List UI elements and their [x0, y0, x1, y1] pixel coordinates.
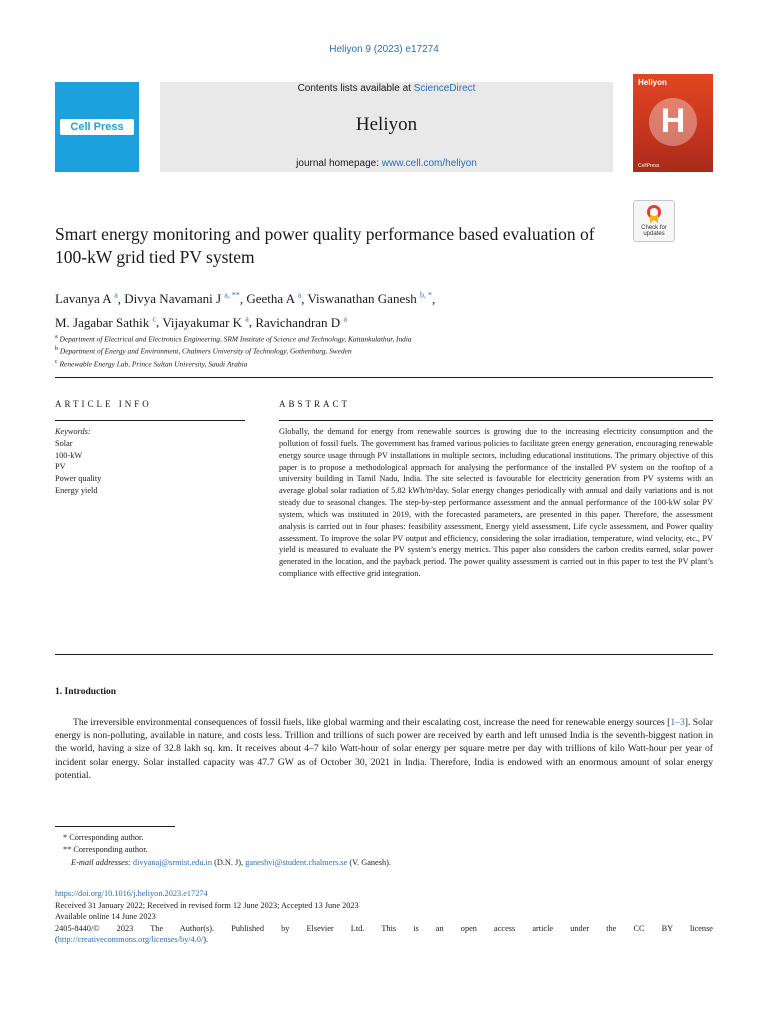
- check-updates-label: Check for updates: [641, 225, 667, 237]
- bookmark-ribbon-icon: [646, 204, 662, 224]
- contents-line: [160, 83, 613, 94]
- homepage-prefix: journal homepage:: [296, 158, 382, 169]
- paper-title: Smart energy monitoring and power quality performance based evaluation of 100-kW grid tied PV system: [55, 224, 595, 267]
- divider: [55, 420, 245, 421]
- journal-cover[interactable]: [633, 74, 713, 172]
- email-addresses: E-mail addresses: divyanaj@srmist.edu.in (D.N. J), ganeshvi@student.chalmers.se (V. Ganesh).: [71, 857, 391, 867]
- author[interactable]: Vijayakumar K $^a$: [162, 314, 249, 330]
- keyword: Power quality: [55, 474, 102, 484]
- cellpress-logo: [60, 119, 134, 135]
- introduction-paragraph: The irreversible environmental consequences of fossil fuels, like global warming and their escalating cost, increase the need for renewable energy sources [1–3]. Solar energy is non-polluting, available in nature, and costs less. Trillion and trillions of such power are received by earth and left unused India is the seventh-biggest nation in the world, having a size of 32.8 lakh sq. km. It receives about 4–7 kilo Watt-hour of solar energy per square metre per day with trillions of kilo Watt-hour per year of incident solar energy. Solar installed capacity was 47.7 GW as of October 30, 2021 in India. Therefore, India is endowed with an enormous amount of solar energy potential.: [55, 717, 714, 781]
- cellpress-logo-text: Cell Press: [70, 121, 124, 133]
- author[interactable]: Lavanya A $^a$: [55, 291, 118, 307]
- footnote: * Corresponding author.: [63, 833, 144, 842]
- sciencedirect-link[interactable]: ScienceDirect: [413, 83, 476, 94]
- affiliation: $^b$ Department of Energy and Environment, Chalmers University of Technology, Gothenburg, Sweden: [55, 346, 352, 356]
- keyword: Solar: [55, 438, 73, 448]
- check-for-updates-button[interactable]: [633, 200, 675, 242]
- abstract-text: Globally, the demand for energy from renewable sources is growing due to the increasing electricity consumption and the pollution of fossil fuels. The government has framed various policies to facilitate green energy generation, encouraging renewable energy source usage through PV installations in multiple sectors, including educational institutions. The primary objective of this paper is to propose a methodological approach for analysing the performance of the installed PV system on the rooftop of a university building in Tamil Nadu, India. The site selected is favourable for electricity generation from PV systems with an average global solar radiation of 5.82 kWh/m²day. Solar energy changes periodically with annual and daily variations and is not steady due to seasonal changes. The step-by-step performance assessment and the annual performance of the 100-kW solar PV system, which was instituted in 2019, with the forecasted parameters, are presented in this paper. Therefore, the assessment analysis is carried out in four phases: feasibility assessment, Energy yield assessment, Life cycle assessment, and Power quality assessment. To improve the solar PV output and efficiency, considering the solar irradiation, temperature, wind velocity, etc., PV yield is measured to evaluate the PV system’s energy metrics. This paper also considers the carbon credits earned, solar power generated in the location, and the payback period. The power quality assessment is carried out in this paper to test the PV plant’s compliance with effective grid integration.: [279, 427, 713, 579]
- keyword: 100-kW: [55, 450, 83, 460]
- keywords-block: [55, 426, 245, 497]
- email-link[interactable]: ganeshvi@student.chalmers.se: [245, 857, 348, 867]
- journal-name: Heliyon: [355, 114, 418, 135]
- affiliation: $^c$ Renewable Energy Lab, Prince Sultan University, Saudi Arabia: [55, 358, 248, 369]
- cover-footer: CellPress: [638, 163, 660, 169]
- author-list: Lavanya A $^a$, Divya Navamani J $^{a, **}$, Geetha A $^a$, Viswanathan Ganesh $^{b, *}$, M. Jagabar Sathik $^c$, Vijayakumar K $^a$, Ravichandran D $^a$: [55, 291, 436, 330]
- journal-header: [160, 82, 613, 172]
- article-metadata: [55, 888, 713, 946]
- keyword: Energy yield: [55, 485, 98, 495]
- footnote: ** Corresponding author.: [63, 845, 148, 855]
- abstract-heading: ABSTRACT: [279, 399, 351, 409]
- contents-prefix: Contents lists available at: [297, 83, 414, 94]
- citation-link[interactable]: 1–3: [670, 717, 685, 728]
- doi-link[interactable]: https://doi.org/10.1016/j.heliyon.2023.e17274: [55, 889, 208, 898]
- homepage-line: [160, 158, 613, 169]
- history-dates: Received 31 January 2022; Received in revised form 12 June 2023; Accepted 13 June 2023: [55, 900, 359, 910]
- cellpress-logo-box[interactable]: [55, 82, 139, 172]
- available-online: Available online 14 June 2023: [55, 912, 156, 922]
- footnote-divider: [55, 826, 175, 827]
- author[interactable]: Divya Navamani J $^{a, **}$: [124, 291, 240, 307]
- keyword: PV: [55, 462, 66, 472]
- divider: [55, 654, 713, 655]
- journal-reference[interactable]: Heliyon 9 (2023) e17274: [329, 44, 439, 55]
- keywords-label: Keywords:: [55, 427, 91, 436]
- license-link[interactable]: http://creativecommons.org/licenses/by/4.0/: [57, 935, 204, 945]
- license-line: 2405-8440/© 2023 The Author(s). Published by Elsevier Ltd. This is an open access article under the CC BY license: [55, 923, 713, 933]
- section-heading-introduction: 1. Introduction: [55, 687, 117, 697]
- affiliations: [55, 332, 715, 369]
- divider: [279, 420, 713, 421]
- article-info-heading: ARTICLE INFO: [55, 399, 152, 409]
- author[interactable]: Viswanathan Ganesh $^{b, *}$: [307, 291, 433, 307]
- affiliation: $^a$ Department of Electrical and Electronics Engineering, SRM Institute of Science and Technology, Kattankulathur, India: [55, 334, 412, 344]
- cover-letter: H: [660, 102, 686, 140]
- email-link[interactable]: divyanaj@srmist.edu.in: [132, 857, 212, 867]
- footnotes: [55, 832, 713, 869]
- homepage-link[interactable]: www.cell.com/heliyon: [381, 158, 477, 169]
- license-link-line: (http://creativecommons.org/licenses/by/4.0/).: [55, 935, 209, 945]
- divider: [55, 377, 713, 378]
- cover-title: Heliyon: [638, 78, 667, 87]
- author[interactable]: M. Jagabar Sathik $^c$: [55, 314, 157, 330]
- author[interactable]: Geetha A $^a$: [246, 291, 302, 307]
- author[interactable]: Ravichandran D $^a$: [255, 314, 348, 330]
